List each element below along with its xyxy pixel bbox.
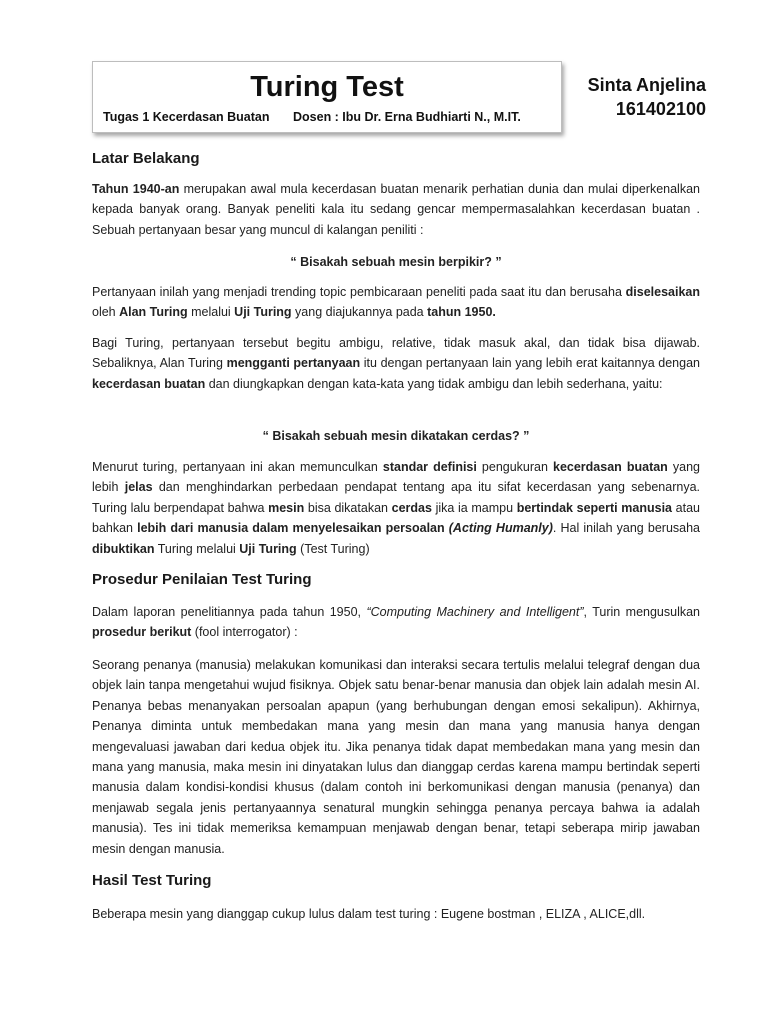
lecturer-label: Dosen : Ibu Dr. Erna Budhiarti N., M.IT. (293, 110, 521, 124)
heading-hasil: Hasil Test Turing (92, 872, 212, 889)
author-id: 161402100 (615, 99, 706, 119)
title-box (92, 61, 562, 133)
author-name: Sinta Anjelina (587, 75, 706, 95)
paragraph-standar: Menurut turing, pertanyaan ini akan memunculkan standar definisi pengukuran kecerdasan buatan yang lebih jelas dan menghindarkan perbedaan pendapat tentang apa itu sifat kecerdasan yang sebenarnya. Turing lalu berpendapat bahwa mesin bisa dikatakan cerdas jika ia mampu bertindak seperti manusia atau bahkan lebih dari manusia dalam menyelesaikan persoalan (Acting Humanly). Hal inilah yang berusaha dibuktikan Turing melalui Uji Turing (Test Turing) (92, 460, 700, 556)
quote-cerdas: “ Bisakah sebuah mesin dikatakan cerdas? ” (262, 429, 530, 443)
quote-berpikir: “ Bisakah sebuah mesin berpikir? ” (290, 255, 502, 269)
paragraph-penanya: Seorang penanya (manusia) melakukan komunikasi dan interaksi secara tertulis melalui telegraf dengan dua objek lain tanpa mengetahui wujud fisiknya. Objek satu benar-benar manusia dan objek lain adalah mesin AI. Penanya bebas menanyakan persoalan apapun (yang berhubungan dengan emosi sekalipun). Akhirnya, Penanya diminta untuk membedakan mana yang mesin dan mana yang manusia hanya dengan mengevaluasi jawaban dari kedua objek itu. Jika penanya tidak dapat membedakan mana yang mesin dan mana yang manusia, maka mesin ini dinyatakan lulus dan dianggap cerdas karena mampu bertindak seperti manusia dalam kondisi-kondisi khusus (dalam contoh ini berkomunikasi dengan manusia (penanya) dan menjawab segala jenis pertanyaannya senatural mungkin sehingga penanya percaya bahwa ia adalah manusia). Tes ini tidak memeriksa kemampuan menjawab dengan benar, tetapi seberapa mirip jawaban mesin dengan manusia. (92, 658, 700, 856)
document-title: Turing Test (250, 71, 404, 103)
heading-latar-belakang: Latar Belakang (92, 150, 200, 167)
paragraph-trending: Pertanyaan inilah yang menjadi trending topic pembicaraan peneliti pada saat itu dan berusaha diselesaikan oleh Alan Turing melalui Uji Turing yang diajukannya pada tahun 1950. (92, 285, 700, 320)
course-label: Tugas 1 Kecerdasan Buatan (103, 110, 270, 124)
paragraph-intro: Tahun 1940-an merupakan awal mula kecerdasan buatan menarik perhatian dunia dan mulai diperkenalkan kepada banyak orang. Banyak peneliti kala itu sedang gencar mempermasalahkan kecerdasan buatan . Sebuah pertanyaan besar yang muncul di kalangan peniliti : (92, 182, 700, 237)
paragraph-ambigu: Bagi Turing, pertanyaan tersebut begitu ambigu, relative, tidak masuk akal, dan tidak bisa dijawab. Sebaliknya, Alan Turing mengganti pertanyaan itu dengan pertanyaan lain yang lebih erat kaitannya dengan kecerdasan buatan dan diungkapkan dengan kata-kata yang tidak ambigu dan lebih sederhana, yaitu: (92, 336, 700, 391)
heading-prosedur: Prosedur Penilaian Test Turing (92, 571, 312, 588)
paragraph-hasil: Beberapa mesin yang dianggap cukup lulus dalam test turing : Eugene bostman , ELIZA , ALICE,dll. (92, 907, 646, 921)
paragraph-laporan: Dalam laporan penelitiannya pada tahun 1950, “Computing Machinery and Intelligent”, Turin mengusulkan prosedur berikut (fool interrogator) : (92, 605, 701, 640)
